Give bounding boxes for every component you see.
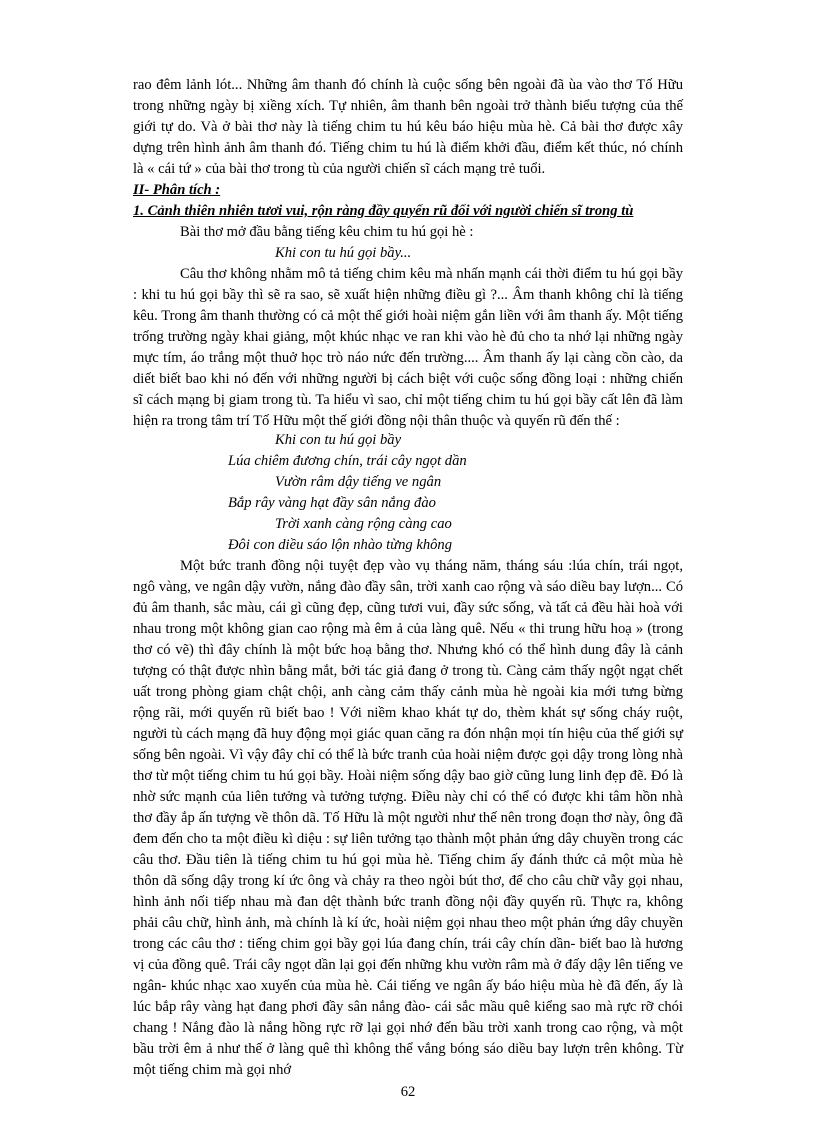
poem-line-2: Lúa chiêm đương chín, trái cây ngọt dần [228,453,467,469]
poem-line-3: Vườn râm dậy tiếng ve ngân [275,474,442,490]
poem-line-6: Đôi con diều sáo lộn nhào từng không [228,537,453,553]
intro-line: Bài thơ mở đầu bằng tiếng kêu chim tu hú gọi hè : [180,224,474,240]
poem-line-1: Khi con tu hú gọi bầy [275,432,402,448]
section-heading: II- Phân tích : [133,182,221,198]
paragraph-2: Câu thơ không nhằm mô tả tiếng chim kêu mà nhấn mạnh cái thời điểm tu hú gọi bầy : khi tu hú gọi bầy thì sẽ ra sao, sẽ xuất hiện những điều gì ?... Âm thanh không chỉ là tiếng kêu. Trong âm thanh thường có cả một thế giới hoài niệm gắn liền với âm thanh ấy. Một tiếng trống trường ngày khai giảng, một khúc nhạc ve ran khi vào hè đủ cho ta nhớ lại những ngày mực tím, áo trắng một thuở học trò náo nức đến trường.... Âm thanh ấy lại càng cồn cào, da diết biết bao khi nó đến với những người bị cách biệt với cuộc sống đồng loại : những chiến sĩ cách mạng bị giam trong tù. Ta hiểu vì sao, chỉ một tiếng chim tu hú gọi bầy cất lên đã làm hiện ra trong tâm trí Tố Hữu một thế giới đồng nội thân thuộc và quyến rũ đến thế : [133,266,683,429]
text-block-top [133,75,683,432]
poem-line-5: Trời xanh càng rộng càng cao [275,516,452,532]
poem-line-4: Bắp rây vàng hạt đầy sân nắng đào [228,495,436,511]
sub-heading: 1. Cảnh thiên nhiên tươi vui, rộn ràng đầy quyến rũ đối với người chiến sĩ trong tù [133,203,634,219]
quote-line-1: Khi con tu hú gọi bầy... [275,245,412,261]
paragraph-1: rao đêm lảnh lót... Những âm thanh đó chính là cuộc sống bên ngoài đã ùa vào thơ Tố Hữu trong những ngày bị xiềng xích. Tự nhiên, âm thanh bên ngoài trở thành biểu tượng của thế giới tự do. Và ở bài thơ này là tiếng chim tu hú kêu báo hiệu mùa hè. Cả bài thơ được xây dựng trên hình ảnh âm thanh đó. Tiếng chim tu hú là điểm khởi đầu, điểm kết thúc, nó chính là « cái tứ » của bài thơ trong tù của người chiến sĩ cách mạng trẻ tuổi. [133,77,683,177]
paragraph-3: Một bức tranh đồng nội tuyệt đẹp vào vụ tháng năm, tháng sáu :lúa chín, trái ngọt, ngô vàng, ve ngân dậy vườn, nắng đào đầy sân, trời xanh cao rộng và sáo diều bay lượn... Có đủ âm thanh, sắc màu, cái gì cũng đẹp, cũng tươi vui, đầy sức sống, và tất cả đều hài hoà với nhau trong một không gian cao rộng mà êm ả của làng quê. Nếu « thi trung hữu hoạ » (trong thơ có vẽ) thì đây chính là một bức hoạ bằng thơ. Nhưng khó có thể hình dung đây là cảnh tượng có thật được nhìn bằng mắt, bởi tác giả đang ở trong tù. Càng cảm thấy ngột ngạt chết uất trong phòng giam chật chội, anh càng cảm thấy cảnh mùa hè ngoài kia mới tưng bừng rộng rãi, mới quyến rũ biết bao ! Với niềm khao khát tự do, thèm khát sự sống cháy ruột, người tù cách mạng đã huy động mọi giác quan căng ra đón nhận mọi tín hiệu của thế giới sự sống bên ngoài. Vì vậy đây chỉ có thể là bức tranh của hoài niệm được gọi dậy trong lòng nhà thơ từ một tiếng chim tu hú gọi bầy. Hoài niệm sống dậy bao giờ cũng lung linh đẹp đẽ. Đó là nhờ sức mạnh của liên tưởng và tưởng tượng. Điều này chỉ có thể có được khi tâm hồn nhà thơ đầy ắp ấn tượng về thôn dã. Tố Hữu là một người như thế nên trong đoạn thơ này, ông đã đem đến cho ta một điều kì diệu : sự liên tưởng tạo thành một phản ứng dây chuyền trong các câu thơ. Đầu tiên là tiếng chim tu hú gọi mùa hè. Tiếng chim ấy đánh thức cả một mùa hè thôn dã sống dậy trong kí ức ông và chảy ra theo ngòi bút thơ, để cho câu chữ vẫy gọi nhau, hình ảnh nối tiếp nhau mà đan dệt thành bức tranh đồng nội đầy quyến rũ. Thực ra, không phải câu chữ, hình ảnh, mà chính là kí ức, hoài niệm gọi nhau theo một phản ứng dây chuyền trong các câu thơ : tiếng chim gọi bầy gọi lúa đang chín, trái cây chín dần- biết bao là hương vị của đồng quê. Trái cây ngọt dần lại gọi đến những khu vườn râm mà ở đấy dậy lên tiếng ve ngân- khúc nhạc xao xuyến của mùa hè. Cái tiếng ve ngân ấy báo hiệu mùa hè đã đến, ấy là lúc bắp rây vàng hạt đang phơi đầy sân nắng đào- cái sắc mầu quê kiểng sao mà rực rỡ chói chang ! Nắng đào là nắng hồng rực rỡ lại gọi nhớ đến bầu trời xanh trong cao rộng, và một bầu trời êm ả như thế ở làng quê thì không thể vắng bóng sáo diều bay lượn trên không. Từ một tiếng chim mà gọi nhớ [133,558,683,1078]
page-number: 62 [400,1084,416,1100]
poem-block [133,430,683,1081]
poem [133,430,683,556]
